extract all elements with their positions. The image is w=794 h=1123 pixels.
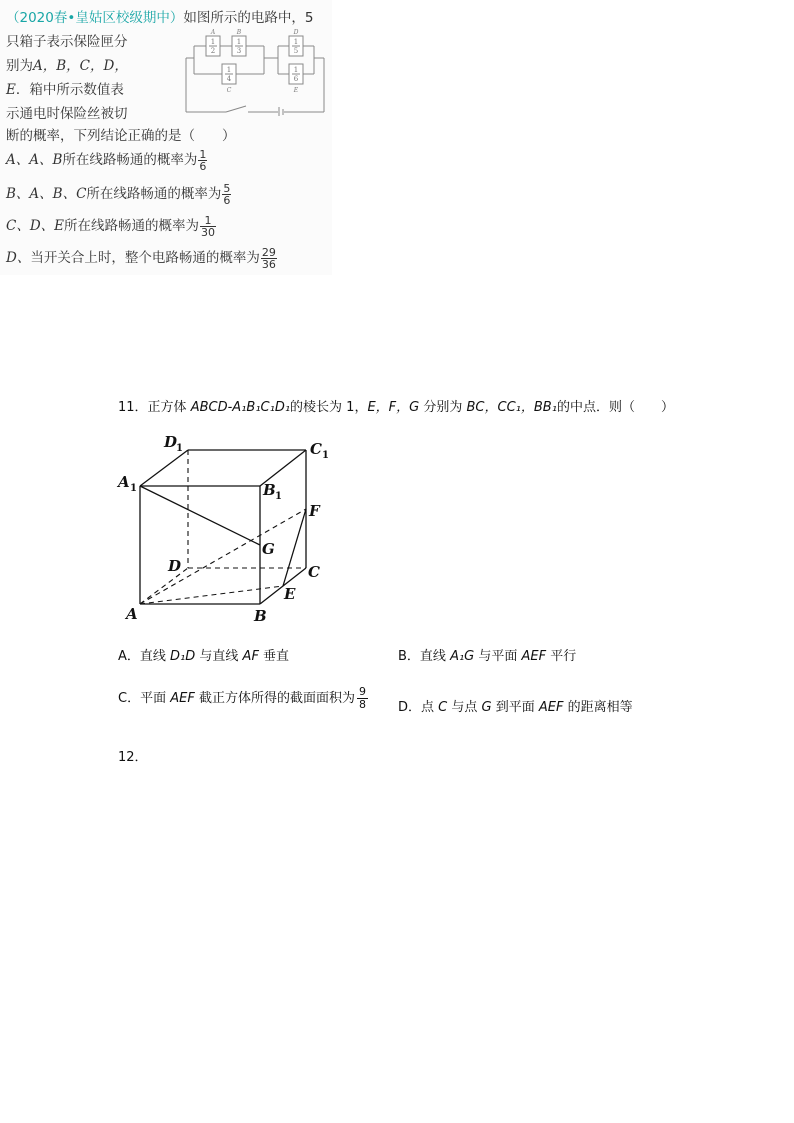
label-e: E xyxy=(284,585,296,603)
option-text: 直线 xyxy=(419,649,451,664)
option-text: 当开关合上时，整个电路畅通的概率为 xyxy=(30,250,260,266)
option-var: AEF xyxy=(170,691,195,706)
label-d: D xyxy=(168,557,182,575)
option-text: 直线 xyxy=(139,649,171,664)
option-vars: A、B xyxy=(29,152,63,168)
stem-text: 的中点．则（ ） xyxy=(556,400,674,415)
option-text: 到平面 xyxy=(491,700,539,715)
option-text: 的距离相等 xyxy=(563,700,633,715)
label-g: G xyxy=(262,540,275,558)
label-d1: D xyxy=(164,433,178,451)
fraction-num: 1 xyxy=(200,215,216,227)
fuse-label-d: D xyxy=(293,29,299,36)
fuse-den: 2 xyxy=(210,47,216,55)
option-var: A₁G xyxy=(450,649,475,664)
label-b1-sub: 1 xyxy=(275,491,282,502)
option-letter: D． xyxy=(398,700,422,715)
problem-10-image xyxy=(0,0,332,275)
fraction-den: 36 xyxy=(261,257,276,271)
option-fraction xyxy=(198,149,207,172)
stem-text: 正方体 xyxy=(147,400,187,415)
problem-11-option-c xyxy=(118,686,370,711)
fraction-den: 6 xyxy=(199,159,207,173)
label-c1-sub: 1 xyxy=(322,450,329,461)
fuse-label-a: A xyxy=(210,29,216,36)
label-a1-sub: 1 xyxy=(130,483,137,494)
fuse-num: 1 xyxy=(236,38,242,46)
label-f: F xyxy=(309,502,320,520)
option-fraction xyxy=(200,215,216,238)
fuse-den: 5 xyxy=(293,47,299,55)
option-text: 与点 xyxy=(447,700,482,715)
option-var: G xyxy=(481,700,492,715)
problem-12-number: 12． xyxy=(118,750,148,765)
fraction-den: 30 xyxy=(201,225,216,239)
problem-10-intro-2: 只箱子表示保险匣分 xyxy=(6,34,128,50)
option-prefix: C、 xyxy=(6,218,30,234)
cube-name: ABCD-A₁B₁C₁D₁ xyxy=(190,400,291,415)
label-c: C xyxy=(308,563,320,581)
option-prefix: A、 xyxy=(6,152,30,168)
problem-10-intro-1: 如图所示的电路中，5 xyxy=(183,10,314,26)
fraction-num: 1 xyxy=(199,147,207,161)
problem-11-stem xyxy=(118,396,674,415)
option-var: AEF xyxy=(538,700,564,715)
label-a1: A xyxy=(118,473,130,491)
fuse-label-e: E xyxy=(293,87,299,94)
option-fraction xyxy=(357,686,368,711)
option-var: AF xyxy=(242,649,259,664)
option-text: 所在线路畅通的概率为 xyxy=(64,218,200,234)
fuse-den: 3 xyxy=(236,47,242,55)
fraction-den: 8 xyxy=(358,698,366,711)
problem-10-source-tag: （2020春•皇姑区校级期中） xyxy=(6,10,184,26)
points-efg: E，F，G xyxy=(367,400,420,415)
option-text: 与平面 xyxy=(474,649,522,664)
problem-10-line-1 xyxy=(6,6,313,26)
option-vars: D、E xyxy=(29,218,65,234)
stem-text: 的棱长为 1， xyxy=(290,400,368,415)
problem-10-intro-3b: A，B，C，D， xyxy=(33,58,128,74)
edges: BC，CC₁，BB₁ xyxy=(466,400,557,415)
option-var: D₁D xyxy=(170,649,196,664)
problem-11-option-a xyxy=(118,645,289,664)
option-prefix: B、 xyxy=(6,186,30,202)
label-b1: B xyxy=(263,481,276,499)
edge-a1d1 xyxy=(140,450,188,486)
option-text: 截正方体所得的截面面积为 xyxy=(194,691,355,706)
problem-11-option-b xyxy=(398,645,576,664)
option-fraction xyxy=(261,247,277,270)
cube-figure xyxy=(112,430,342,630)
option-text: 点 xyxy=(421,700,439,715)
option-fraction xyxy=(222,183,231,206)
hidden-segment-af xyxy=(140,509,306,604)
fuse-label-c: C xyxy=(226,87,232,94)
label-c1: C xyxy=(310,440,322,458)
problem-10-intro-4b: ．箱中所示数值表 xyxy=(15,82,124,98)
problem-11-option-d xyxy=(398,696,633,715)
fuse-num: 1 xyxy=(293,38,299,46)
stem-text: 分别为 xyxy=(423,400,463,415)
problem-10-line-4 xyxy=(6,78,124,98)
hidden-segment-ae xyxy=(140,586,283,604)
option-text: 所在线路畅通的概率为 xyxy=(86,186,222,202)
fuse-den: 4 xyxy=(226,75,232,83)
fuse-den: 6 xyxy=(293,75,299,83)
label-a: A xyxy=(126,605,138,623)
fuse-label-b: B xyxy=(236,29,242,36)
problem-number: 11． xyxy=(118,400,148,415)
fraction-num: 5 xyxy=(223,181,231,195)
option-letter: C． xyxy=(118,691,141,706)
problem-10-line-3 xyxy=(6,54,128,74)
problem-10-intro-4a: E xyxy=(6,82,16,98)
option-var: AEF xyxy=(521,649,547,664)
fuse-num: 1 xyxy=(210,38,216,46)
problem-10-intro-6: 断的概率，下列结论正确的是（ ） xyxy=(6,128,236,144)
problem-10-option-b xyxy=(6,182,231,206)
fuse-num: 1 xyxy=(226,66,232,74)
problem-10-option-d xyxy=(6,246,277,270)
circuit-diagram xyxy=(182,28,328,116)
option-prefix: D、 xyxy=(6,250,31,266)
option-vars: A、B、C xyxy=(29,186,87,202)
label-d1-sub: 1 xyxy=(176,443,183,454)
segment-ef xyxy=(283,509,306,586)
option-text: 与直线 xyxy=(195,649,243,664)
option-var: C xyxy=(438,700,448,715)
option-text: 平行 xyxy=(546,649,577,664)
fraction-num: 9 xyxy=(358,685,366,698)
option-letter: A． xyxy=(118,649,140,664)
circuit-switch xyxy=(226,106,246,112)
segment-a1g xyxy=(140,486,260,545)
option-text: 所在线路畅通的概率为 xyxy=(62,152,198,168)
fraction-num: 29 xyxy=(261,245,276,259)
option-letter: B． xyxy=(398,649,420,664)
option-text: 垂直 xyxy=(258,649,290,664)
option-text: 平面 xyxy=(140,691,171,706)
fuse-num: 1 xyxy=(293,66,299,74)
problem-10-option-a xyxy=(6,148,207,172)
problem-10-intro-3a: 别为 xyxy=(6,58,33,74)
label-b: B xyxy=(254,607,267,625)
fraction-den: 6 xyxy=(223,193,231,207)
problem-10-option-c xyxy=(6,214,216,238)
problem-10-intro-5: 示通电时保险丝被切 xyxy=(6,106,128,122)
